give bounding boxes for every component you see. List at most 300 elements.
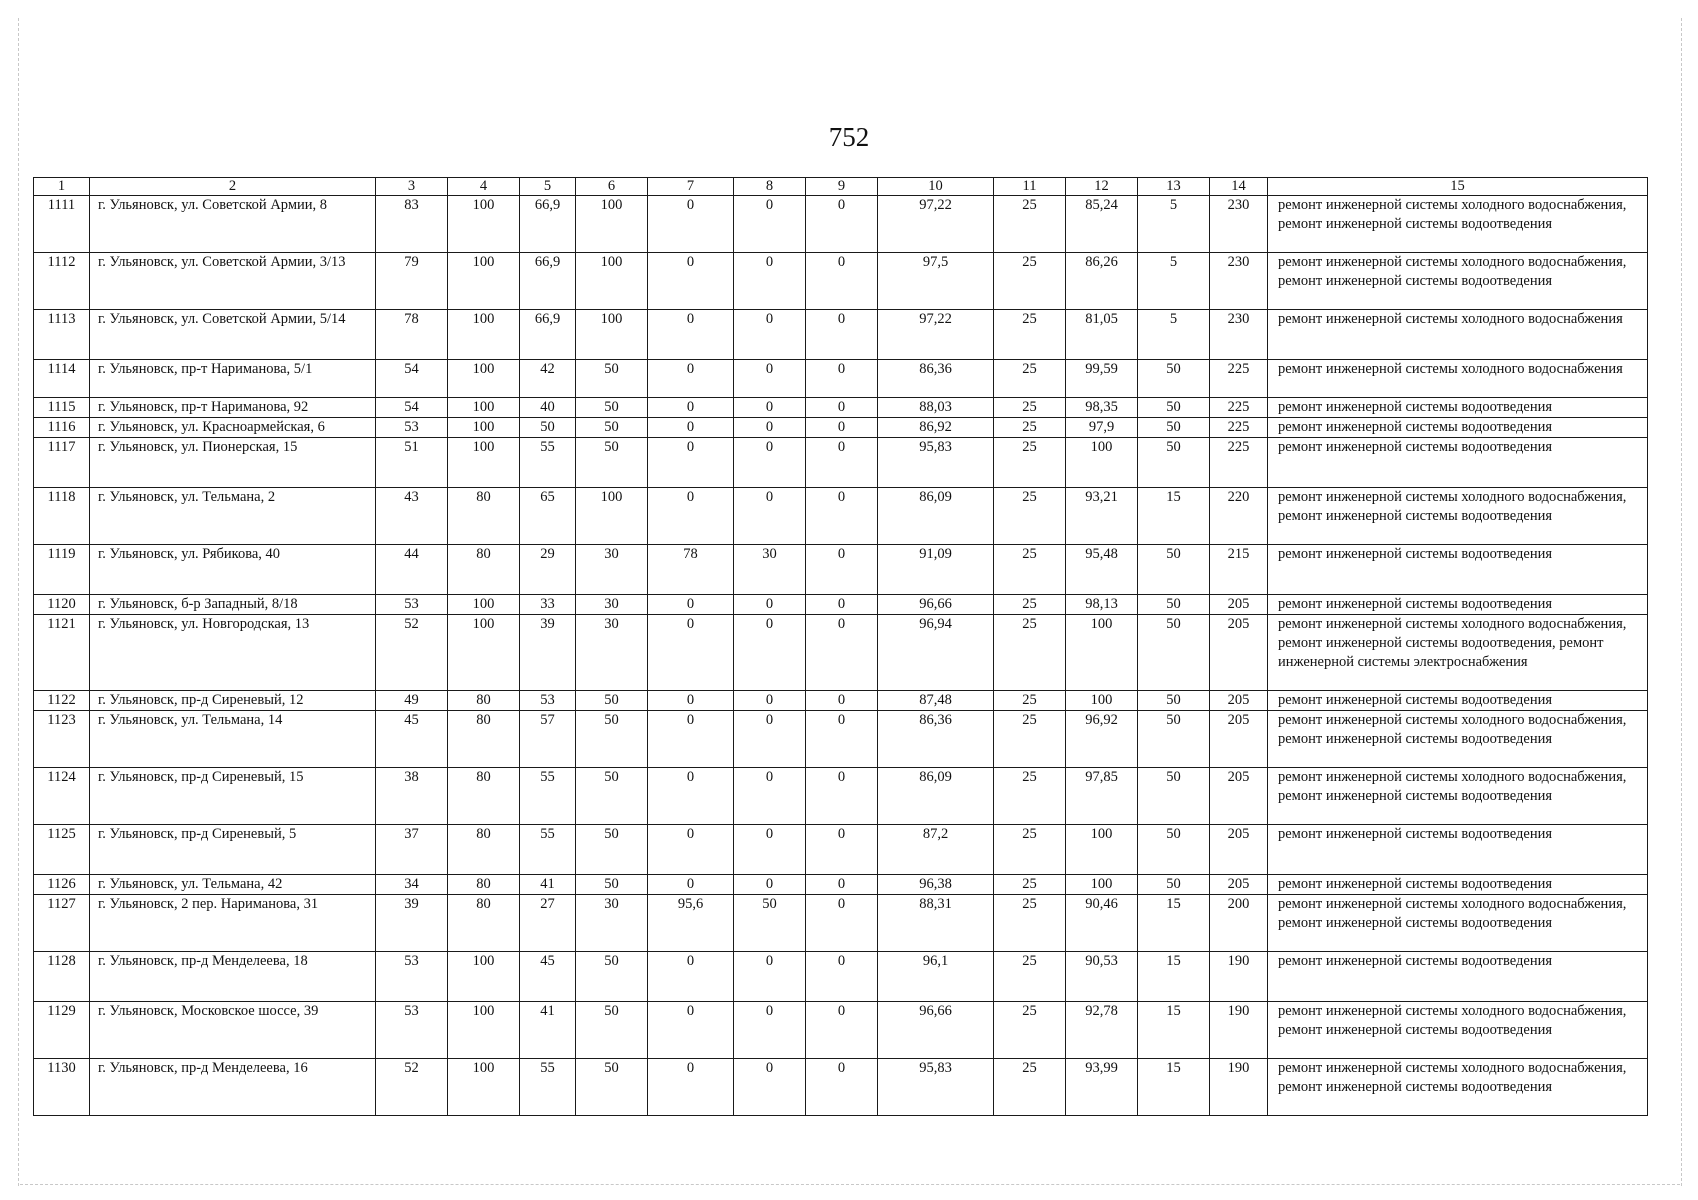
- value-col-12: 90,46: [1066, 895, 1138, 952]
- value-col-10: 96,66: [878, 1002, 994, 1059]
- value-col-5: 53: [520, 691, 576, 711]
- value-col-14: 190: [1210, 1002, 1268, 1059]
- value-col-5: 66,9: [520, 310, 576, 360]
- value-col-7: 0: [648, 595, 734, 615]
- value-col-9: 0: [806, 825, 878, 875]
- value-col-13: 50: [1138, 360, 1210, 398]
- value-col-6: 50: [576, 1059, 648, 1116]
- value-col-14: 225: [1210, 438, 1268, 488]
- table-row: [34, 825, 1648, 875]
- value-col-13: 50: [1138, 398, 1210, 418]
- value-col-3: 51: [376, 438, 448, 488]
- value-col-10: 97,5: [878, 253, 994, 310]
- value-col-3: 54: [376, 360, 448, 398]
- value-col-5: 40: [520, 398, 576, 418]
- value-col-4: 100: [448, 398, 520, 418]
- value-col-14: 190: [1210, 952, 1268, 1002]
- value-col-5: 27: [520, 895, 576, 952]
- value-col-4: 80: [448, 895, 520, 952]
- repair-works-cell: ремонт инженерной системы холодного водоснабжения, ремонт инженерной системы водоотведения: [1268, 488, 1648, 545]
- value-col-12: 97,9: [1066, 418, 1138, 438]
- value-col-11: 25: [994, 418, 1066, 438]
- address-cell: г. Ульяновск, пр-д Менделеева, 18: [90, 952, 376, 1002]
- value-col-11: 25: [994, 438, 1066, 488]
- value-col-10: 96,94: [878, 615, 994, 691]
- value-col-8: 0: [734, 398, 806, 418]
- value-col-6: 100: [576, 488, 648, 545]
- value-col-7: 0: [648, 488, 734, 545]
- value-col-4: 100: [448, 1002, 520, 1059]
- value-col-7: 0: [648, 398, 734, 418]
- value-col-12: 100: [1066, 825, 1138, 875]
- value-col-10: 91,09: [878, 545, 994, 595]
- value-col-9: 0: [806, 398, 878, 418]
- value-col-6: 50: [576, 418, 648, 438]
- table-row: [34, 438, 1648, 488]
- row-number: 1111: [34, 196, 90, 253]
- value-col-8: 0: [734, 1059, 806, 1116]
- address-cell: г. Ульяновск, Московское шоссе, 39: [90, 1002, 376, 1059]
- value-col-5: 65: [520, 488, 576, 545]
- value-col-3: 43: [376, 488, 448, 545]
- value-col-6: 50: [576, 1002, 648, 1059]
- repair-works-cell: ремонт инженерной системы холодного водоснабжения, ремонт инженерной системы водоотведения: [1268, 1002, 1648, 1059]
- address-cell: г. Ульяновск, ул. Пионерская, 15: [90, 438, 376, 488]
- table-row: [34, 952, 1648, 1002]
- value-col-5: 66,9: [520, 253, 576, 310]
- value-col-5: 50: [520, 418, 576, 438]
- value-col-6: 50: [576, 398, 648, 418]
- address-cell: г. Ульяновск, пр-д Сиреневый, 5: [90, 825, 376, 875]
- value-col-3: 83: [376, 196, 448, 253]
- value-col-3: 53: [376, 952, 448, 1002]
- repair-works-cell: ремонт инженерной системы водоотведения: [1268, 438, 1648, 488]
- repair-works-cell: ремонт инженерной системы водоотведения: [1268, 825, 1648, 875]
- value-col-4: 80: [448, 768, 520, 825]
- value-col-5: 55: [520, 438, 576, 488]
- value-col-12: 98,35: [1066, 398, 1138, 418]
- table-row: [34, 310, 1648, 360]
- value-col-3: 79: [376, 253, 448, 310]
- value-col-6: 50: [576, 875, 648, 895]
- value-col-13: 50: [1138, 595, 1210, 615]
- value-col-7: 0: [648, 768, 734, 825]
- value-col-11: 25: [994, 253, 1066, 310]
- value-col-11: 25: [994, 488, 1066, 545]
- value-col-9: 0: [806, 1002, 878, 1059]
- value-col-5: 33: [520, 595, 576, 615]
- value-col-13: 5: [1138, 310, 1210, 360]
- column-number-1: 1: [34, 178, 90, 196]
- value-col-14: 205: [1210, 595, 1268, 615]
- value-col-3: 39: [376, 895, 448, 952]
- value-col-9: 0: [806, 1059, 878, 1116]
- row-number: 1116: [34, 418, 90, 438]
- repair-works-cell: ремонт инженерной системы холодного водоснабжения, ремонт инженерной системы водоотведения: [1268, 253, 1648, 310]
- column-number-4: 4: [448, 178, 520, 196]
- value-col-11: 25: [994, 1002, 1066, 1059]
- value-col-10: 95,83: [878, 438, 994, 488]
- table-row: [34, 253, 1648, 310]
- value-col-10: 86,36: [878, 360, 994, 398]
- row-number: 1115: [34, 398, 90, 418]
- value-col-11: 25: [994, 360, 1066, 398]
- value-col-12: 96,92: [1066, 711, 1138, 768]
- column-number-9: 9: [806, 178, 878, 196]
- value-col-12: 99,59: [1066, 360, 1138, 398]
- value-col-3: 52: [376, 615, 448, 691]
- table-row: [34, 711, 1648, 768]
- value-col-6: 50: [576, 711, 648, 768]
- table-row: [34, 595, 1648, 615]
- value-col-3: 44: [376, 545, 448, 595]
- repair-works-cell: ремонт инженерной системы холодного водоснабжения: [1268, 310, 1648, 360]
- value-col-11: 25: [994, 825, 1066, 875]
- value-col-4: 80: [448, 691, 520, 711]
- value-col-5: 45: [520, 952, 576, 1002]
- value-col-10: 96,38: [878, 875, 994, 895]
- value-col-13: 50: [1138, 418, 1210, 438]
- value-col-3: 53: [376, 418, 448, 438]
- value-col-13: 15: [1138, 1059, 1210, 1116]
- value-col-4: 100: [448, 952, 520, 1002]
- value-col-10: 86,09: [878, 768, 994, 825]
- table-row: [34, 418, 1648, 438]
- row-number: 1122: [34, 691, 90, 711]
- address-cell: г. Ульяновск, ул. Советской Армии, 3/13: [90, 253, 376, 310]
- value-col-11: 25: [994, 875, 1066, 895]
- value-col-10: 87,48: [878, 691, 994, 711]
- value-col-13: 50: [1138, 545, 1210, 595]
- value-col-14: 225: [1210, 360, 1268, 398]
- value-col-13: 50: [1138, 691, 1210, 711]
- value-col-3: 45: [376, 711, 448, 768]
- value-col-7: 0: [648, 1002, 734, 1059]
- row-number: 1127: [34, 895, 90, 952]
- address-cell: г. Ульяновск, пр-д Сиреневый, 12: [90, 691, 376, 711]
- value-col-12: 85,24: [1066, 196, 1138, 253]
- value-col-10: 96,1: [878, 952, 994, 1002]
- value-col-6: 50: [576, 691, 648, 711]
- value-col-11: 25: [994, 310, 1066, 360]
- value-col-4: 100: [448, 1059, 520, 1116]
- value-col-9: 0: [806, 895, 878, 952]
- row-number: 1113: [34, 310, 90, 360]
- value-col-8: 0: [734, 595, 806, 615]
- value-col-8: 0: [734, 768, 806, 825]
- address-cell: г. Ульяновск, пр-т Нариманова, 5/1: [90, 360, 376, 398]
- value-col-7: 0: [648, 952, 734, 1002]
- value-col-12: 93,21: [1066, 488, 1138, 545]
- row-number: 1112: [34, 253, 90, 310]
- value-col-13: 15: [1138, 952, 1210, 1002]
- value-col-5: 29: [520, 545, 576, 595]
- value-col-5: 57: [520, 711, 576, 768]
- repair-works-cell: ремонт инженерной системы холодного водоснабжения, ремонт инженерной системы водоотведения: [1268, 895, 1648, 952]
- repair-works-cell: ремонт инженерной системы холодного водоснабжения, ремонт инженерной системы водоотведения: [1268, 711, 1648, 768]
- address-cell: г. Ульяновск, пр-т Нариманова, 92: [90, 398, 376, 418]
- value-col-12: 90,53: [1066, 952, 1138, 1002]
- value-col-4: 100: [448, 360, 520, 398]
- value-col-8: 0: [734, 196, 806, 253]
- value-col-7: 0: [648, 438, 734, 488]
- housing-repair-table: [33, 177, 1648, 1116]
- value-col-12: 100: [1066, 615, 1138, 691]
- value-col-11: 25: [994, 768, 1066, 825]
- value-col-5: 39: [520, 615, 576, 691]
- value-col-14: 220: [1210, 488, 1268, 545]
- value-col-6: 100: [576, 310, 648, 360]
- value-col-7: 0: [648, 615, 734, 691]
- value-col-14: 205: [1210, 711, 1268, 768]
- table-row: [34, 615, 1648, 691]
- row-number: 1129: [34, 1002, 90, 1059]
- value-col-10: 86,09: [878, 488, 994, 545]
- row-number: 1130: [34, 1059, 90, 1116]
- value-col-12: 86,26: [1066, 253, 1138, 310]
- row-number: 1119: [34, 545, 90, 595]
- table-row: [34, 360, 1648, 398]
- value-col-3: 49: [376, 691, 448, 711]
- value-col-11: 25: [994, 711, 1066, 768]
- repair-works-cell: ремонт инженерной системы водоотведения: [1268, 398, 1648, 418]
- value-col-5: 55: [520, 1059, 576, 1116]
- value-col-10: 88,31: [878, 895, 994, 952]
- value-col-3: 78: [376, 310, 448, 360]
- value-col-5: 41: [520, 875, 576, 895]
- value-col-8: 0: [734, 310, 806, 360]
- address-cell: г. Ульяновск, пр-д Сиреневый, 15: [90, 768, 376, 825]
- row-number: 1128: [34, 952, 90, 1002]
- row-number: 1124: [34, 768, 90, 825]
- value-col-9: 0: [806, 438, 878, 488]
- row-number: 1114: [34, 360, 90, 398]
- value-col-14: 230: [1210, 196, 1268, 253]
- address-cell: г. Ульяновск, ул. Рябикова, 40: [90, 545, 376, 595]
- column-number-11: 11: [994, 178, 1066, 196]
- value-col-6: 100: [576, 253, 648, 310]
- column-number-8: 8: [734, 178, 806, 196]
- value-col-9: 0: [806, 360, 878, 398]
- table-row: [34, 895, 1648, 952]
- value-col-5: 55: [520, 825, 576, 875]
- value-col-14: 215: [1210, 545, 1268, 595]
- value-col-4: 80: [448, 488, 520, 545]
- value-col-14: 225: [1210, 398, 1268, 418]
- value-col-3: 53: [376, 595, 448, 615]
- value-col-11: 25: [994, 398, 1066, 418]
- value-col-12: 100: [1066, 438, 1138, 488]
- value-col-4: 80: [448, 875, 520, 895]
- value-col-5: 42: [520, 360, 576, 398]
- value-col-12: 92,78: [1066, 1002, 1138, 1059]
- value-col-7: 0: [648, 196, 734, 253]
- value-col-10: 86,36: [878, 711, 994, 768]
- value-col-11: 25: [994, 691, 1066, 711]
- value-col-9: 0: [806, 615, 878, 691]
- value-col-8: 0: [734, 691, 806, 711]
- value-col-11: 25: [994, 895, 1066, 952]
- table-row: [34, 1002, 1648, 1059]
- row-number: 1117: [34, 438, 90, 488]
- table-row: [34, 196, 1648, 253]
- value-col-8: 0: [734, 952, 806, 1002]
- value-col-4: 80: [448, 825, 520, 875]
- value-col-10: 95,83: [878, 1059, 994, 1116]
- value-col-6: 30: [576, 545, 648, 595]
- value-col-11: 25: [994, 196, 1066, 253]
- column-number-15: 15: [1268, 178, 1648, 196]
- value-col-13: 50: [1138, 615, 1210, 691]
- address-cell: г. Ульяновск, 2 пер. Нариманова, 31: [90, 895, 376, 952]
- value-col-9: 0: [806, 310, 878, 360]
- value-col-6: 50: [576, 768, 648, 825]
- column-number-row: [34, 178, 1648, 196]
- value-col-7: 78: [648, 545, 734, 595]
- value-col-13: 50: [1138, 768, 1210, 825]
- value-col-8: 30: [734, 545, 806, 595]
- value-col-13: 50: [1138, 825, 1210, 875]
- row-number: 1120: [34, 595, 90, 615]
- repair-works-cell: ремонт инженерной системы холодного водоснабжения: [1268, 360, 1648, 398]
- table-row: [34, 691, 1648, 711]
- value-col-6: 100: [576, 196, 648, 253]
- value-col-13: 15: [1138, 1002, 1210, 1059]
- table-row: [34, 398, 1648, 418]
- column-number-10: 10: [878, 178, 994, 196]
- value-col-8: 0: [734, 875, 806, 895]
- value-col-11: 25: [994, 952, 1066, 1002]
- value-col-6: 30: [576, 615, 648, 691]
- repair-works-cell: ремонт инженерной системы водоотведения: [1268, 418, 1648, 438]
- table-row: [34, 545, 1648, 595]
- value-col-14: 230: [1210, 310, 1268, 360]
- value-col-8: 0: [734, 488, 806, 545]
- value-col-10: 88,03: [878, 398, 994, 418]
- value-col-4: 80: [448, 711, 520, 768]
- row-number: 1125: [34, 825, 90, 875]
- address-cell: г. Ульяновск, ул. Тельмана, 42: [90, 875, 376, 895]
- value-col-9: 0: [806, 595, 878, 615]
- value-col-12: 98,13: [1066, 595, 1138, 615]
- value-col-9: 0: [806, 691, 878, 711]
- address-cell: г. Ульяновск, ул. Советской Армии, 5/14: [90, 310, 376, 360]
- value-col-14: 190: [1210, 1059, 1268, 1116]
- value-col-9: 0: [806, 952, 878, 1002]
- value-col-10: 86,92: [878, 418, 994, 438]
- value-col-11: 25: [994, 545, 1066, 595]
- column-number-14: 14: [1210, 178, 1268, 196]
- value-col-6: 50: [576, 952, 648, 1002]
- value-col-7: 0: [648, 310, 734, 360]
- value-col-9: 0: [806, 196, 878, 253]
- scan-edge: [20, 1184, 1680, 1185]
- value-col-8: 0: [734, 418, 806, 438]
- value-col-14: 230: [1210, 253, 1268, 310]
- value-col-8: 0: [734, 1002, 806, 1059]
- value-col-4: 100: [448, 253, 520, 310]
- value-col-4: 100: [448, 615, 520, 691]
- value-col-8: 0: [734, 360, 806, 398]
- repair-works-cell: ремонт инженерной системы холодного водоснабжения, ремонт инженерной системы водоотведения: [1268, 1059, 1648, 1116]
- table-row: [34, 875, 1648, 895]
- value-col-8: 0: [734, 253, 806, 310]
- value-col-5: 55: [520, 768, 576, 825]
- value-col-7: 0: [648, 711, 734, 768]
- value-col-14: 205: [1210, 768, 1268, 825]
- column-number-12: 12: [1066, 178, 1138, 196]
- table-row: [34, 488, 1648, 545]
- value-col-10: 97,22: [878, 196, 994, 253]
- column-number-2: 2: [90, 178, 376, 196]
- value-col-6: 50: [576, 360, 648, 398]
- row-number: 1126: [34, 875, 90, 895]
- value-col-6: 30: [576, 595, 648, 615]
- value-col-3: 54: [376, 398, 448, 418]
- value-col-7: 0: [648, 418, 734, 438]
- value-col-12: 81,05: [1066, 310, 1138, 360]
- value-col-13: 50: [1138, 438, 1210, 488]
- row-number: 1121: [34, 615, 90, 691]
- value-col-8: 0: [734, 615, 806, 691]
- value-col-5: 41: [520, 1002, 576, 1059]
- value-col-9: 0: [806, 875, 878, 895]
- column-number-13: 13: [1138, 178, 1210, 196]
- value-col-7: 0: [648, 253, 734, 310]
- value-col-3: 34: [376, 875, 448, 895]
- address-cell: г. Ульяновск, ул. Советской Армии, 8: [90, 196, 376, 253]
- value-col-13: 5: [1138, 253, 1210, 310]
- value-col-10: 87,2: [878, 825, 994, 875]
- repair-works-cell: ремонт инженерной системы холодного водоснабжения, ремонт инженерной системы водоотведения: [1268, 196, 1648, 253]
- repair-works-cell: ремонт инженерной системы водоотведения: [1268, 875, 1648, 895]
- value-col-14: 205: [1210, 825, 1268, 875]
- value-col-11: 25: [994, 615, 1066, 691]
- repair-works-cell: ремонт инженерной системы холодного водоснабжения, ремонт инженерной системы водоотведения: [1268, 768, 1648, 825]
- row-number: 1118: [34, 488, 90, 545]
- value-col-13: 15: [1138, 488, 1210, 545]
- value-col-7: 0: [648, 360, 734, 398]
- value-col-7: 95,6: [648, 895, 734, 952]
- value-col-9: 0: [806, 545, 878, 595]
- repair-works-cell: ремонт инженерной системы водоотведения: [1268, 691, 1648, 711]
- value-col-13: 50: [1138, 711, 1210, 768]
- address-cell: г. Ульяновск, ул. Тельмана, 14: [90, 711, 376, 768]
- value-col-9: 0: [806, 418, 878, 438]
- address-cell: г. Ульяновск, ул. Красноармейская, 6: [90, 418, 376, 438]
- value-col-4: 100: [448, 418, 520, 438]
- value-col-6: 50: [576, 825, 648, 875]
- value-col-4: 80: [448, 545, 520, 595]
- value-col-4: 100: [448, 310, 520, 360]
- value-col-4: 100: [448, 595, 520, 615]
- row-number: 1123: [34, 711, 90, 768]
- value-col-3: 53: [376, 1002, 448, 1059]
- value-col-4: 100: [448, 196, 520, 253]
- table-row: [34, 768, 1648, 825]
- value-col-14: 200: [1210, 895, 1268, 952]
- value-col-12: 97,85: [1066, 768, 1138, 825]
- value-col-9: 0: [806, 488, 878, 545]
- value-col-11: 25: [994, 595, 1066, 615]
- value-col-7: 0: [648, 1059, 734, 1116]
- repair-works-cell: ремонт инженерной системы водоотведения: [1268, 595, 1648, 615]
- value-col-9: 0: [806, 711, 878, 768]
- value-col-14: 205: [1210, 691, 1268, 711]
- value-col-8: 0: [734, 825, 806, 875]
- column-number-7: 7: [648, 178, 734, 196]
- value-col-5: 66,9: [520, 196, 576, 253]
